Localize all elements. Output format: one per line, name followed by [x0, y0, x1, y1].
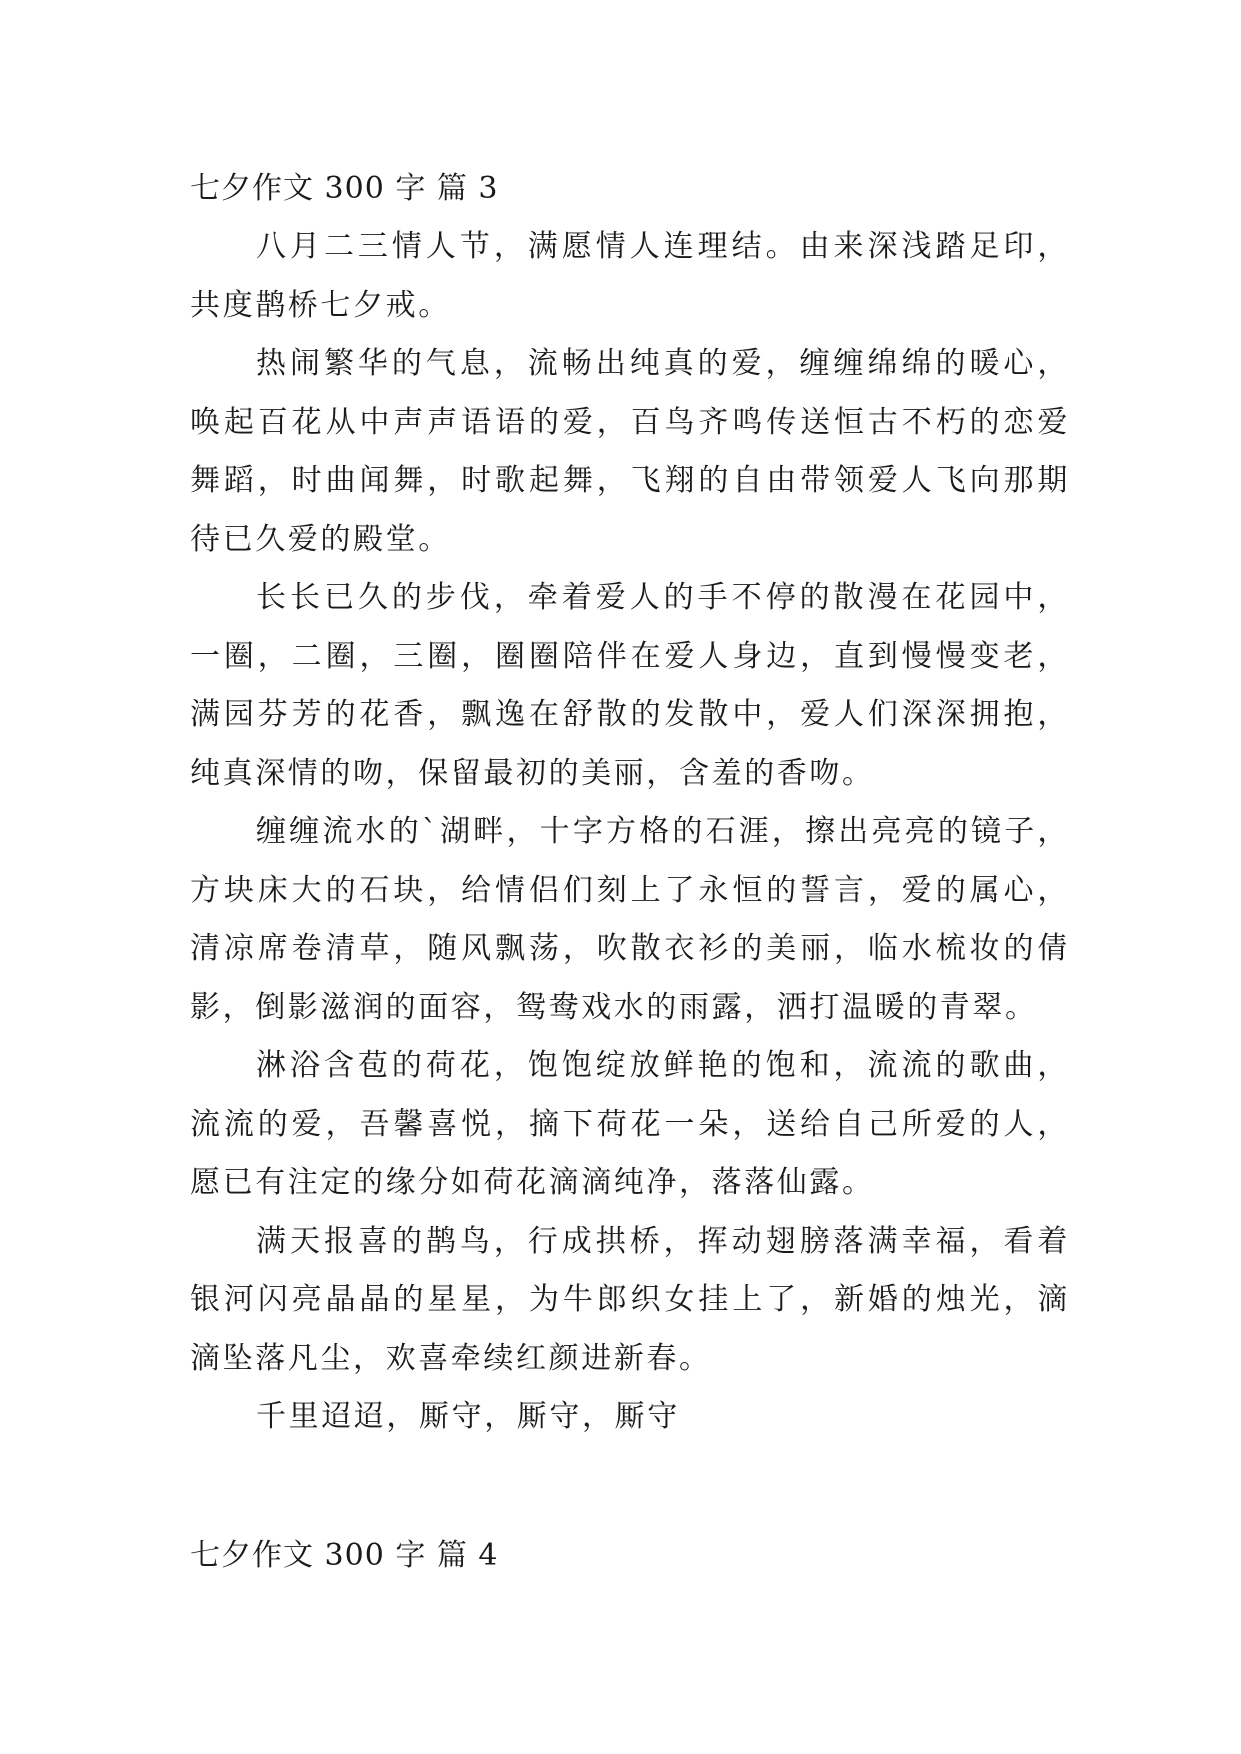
paragraph: 千里迢迢，厮守，厮守，厮守 — [256, 1399, 680, 1434]
paragraph: 淋浴含苞的荷花，饱饱绽放鲜艳的饱和，流流的歌曲，流流的爱，吾馨喜悦，摘下荷花一朵，送给自己所爱的人，愿已有注定的缘分如荷花滴滴纯净，落落仙露。 — [190, 1048, 1070, 1200]
paragraph: 满天报喜的鹊鸟，行成拱桥，挥动翅膀落满幸福，看着银河闪亮晶晶的星星，为牛郎织女挂上了，新婚的烛光，滴滴坠落凡尘，欢喜牵续红颜进新春。 — [190, 1223, 1070, 1376]
section-heading-4: 七夕作文 300 字 篇 4 — [190, 1537, 499, 1573]
paragraph: 八月二三情人节，满愿情人连理结。由来深浅踏足印，共度鹊桥七夕戒。 — [190, 229, 1070, 323]
section-heading-3: 七夕作文 300 字 篇 3 — [190, 171, 499, 206]
paragraph: 热闹繁华的气息，流畅出纯真的爱，缠缠绵绵的暖心，唤起百花从中声声语语的爱，百鸟齐鸣传送恒古不朽的恋爱舞蹈，时曲闻舞，时歌起舞，飞翔的自由带领爱人飞向那期待已久爱的殿堂。 — [190, 346, 1070, 557]
paragraph: 缠缠流水的`湖畔，十字方格的石涯，擦出亮亮的镜子，方块床大的石块，给情侣们刻上了永恒的誓言，爱的属心，清凉席卷清草，随风飘荡，吹散衣衫的美丽，临水梳妆的倩影，倒影滋润的面容，鸳鸯戏水的雨露，洒打温暖的青翠。 — [190, 814, 1070, 1025]
paragraph: 长长已久的步伐，牵着爱人的手不停的散漫在花园中，一圈，二圈，三圈，圈圈陪伴在爱人身边，直到慢慢变老，满园芬芳的花香，飘逸在舒散的发散中，爱人们深深拥抱，纯真深情的吻，保留最初的美丽，含羞的香吻。 — [190, 580, 1070, 791]
document-page — [190, 160, 1070, 1585]
